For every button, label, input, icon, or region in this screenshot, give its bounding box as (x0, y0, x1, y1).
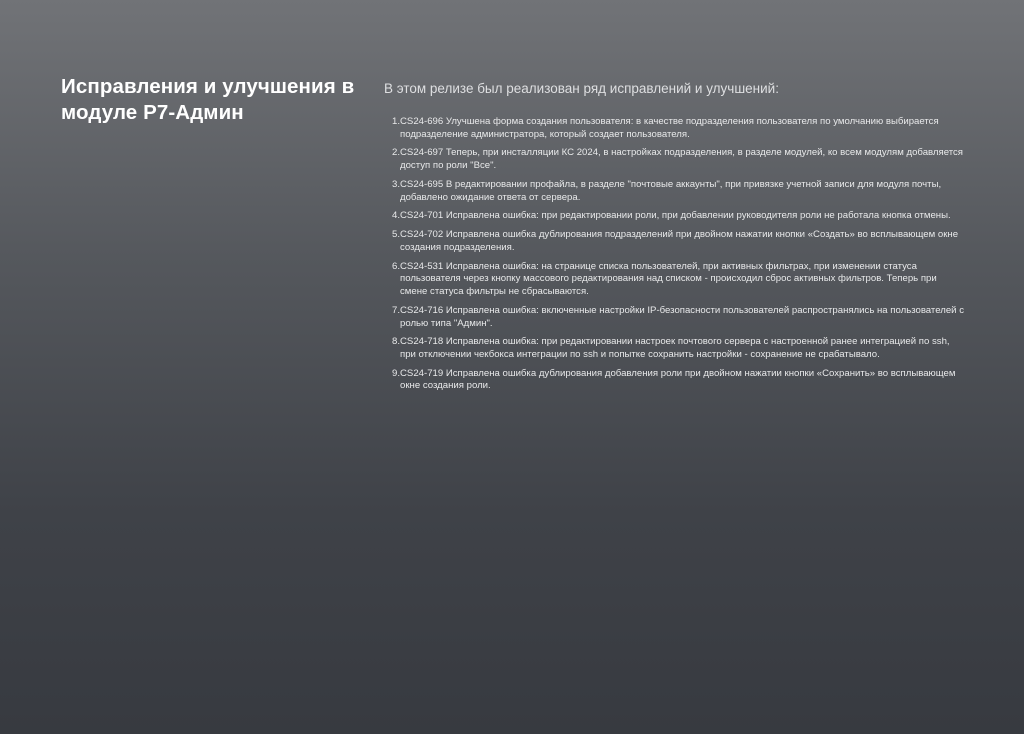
list-item-number: 1. (391, 116, 400, 127)
list-item-number: 4. (391, 210, 400, 222)
list-item-number: 2. (391, 147, 400, 159)
list-item (384, 368, 964, 393)
list-item-text: CS24-696 Улучшена форма создания пользователя: в качестве подразделения пользователя по умолчанию выбирается подразделение администратора, который создает пользователя. (400, 116, 939, 140)
list-item (384, 229, 964, 254)
list-item (384, 210, 964, 223)
list-item-text: CS24-701 Исправлена ошибка: при редактировании роли, при добавлении руководителя роли не работала кнопка отмены. (400, 210, 951, 222)
list-item (384, 147, 964, 172)
list-item (384, 305, 964, 330)
list-item (384, 179, 964, 204)
list-item-text: CS24-719 Исправлена ошибка дублирования добавления роли при двойном нажатии кнопки «Сохранить» во всплывающем окне создания роли. (400, 367, 956, 392)
list-item-number: 5. (391, 229, 400, 241)
list-item-text: CS24-718 Исправлена ошибка: при редактировании настроек почтового сервера с настроенной ранее интеграцией по ssh, при отключении чекбокса интеграции по ssh и попытке сохранить настройки - сохранение не срабатывало. (400, 336, 950, 360)
content-column (384, 80, 964, 399)
page-title: Исправления и улучшения в модуле Р7-Админ (61, 75, 355, 124)
list-item (384, 116, 964, 141)
list-item-number: 7. (391, 304, 400, 316)
list-item-number: 6. (391, 260, 400, 272)
intro-text: В этом релизе был реализован ряд исправлений и улучшений: (384, 81, 779, 96)
list-item (384, 261, 964, 299)
list-item (384, 336, 964, 361)
title-column (61, 74, 366, 126)
changes-list (384, 116, 964, 393)
list-item-text: CS24-702 Исправлена ошибка дублирования подразделений при двойном нажатии кнопки «Создать» во всплывающем окне создания подразделения. (400, 229, 959, 253)
list-item-number: 9. (391, 367, 400, 379)
list-item-text: CS24-716 Исправлена ошибка: включенные настройки IP-безопасности пользователей распространялись на пользователей с ролью типа "Админ". (400, 304, 964, 329)
list-item-number: 3. (391, 178, 400, 190)
list-item-text: CS24-531 Исправлена ошибка: на странице списка пользователей, при активных фильтрах, при изменении статуса пользователя через кнопку массового редактирования над списком - происходил сброс активных фильтров. Теперь при смене статуса фильтры не сбрасываются. (400, 260, 937, 298)
list-item-text: CS24-695 В редактировании профайла, в разделе "почтовые аккаунты", при привязке учетной записи для модуля почты, добавлено ожидание ответа от сервера. (400, 178, 942, 203)
list-item-number: 8. (391, 336, 400, 348)
list-item-text: CS24-697 Теперь, при инсталляции КС 2024, в настройках подразделения, в разделе модулей, ко всем модулям добавляется доступ по роли "Все". (400, 147, 963, 172)
